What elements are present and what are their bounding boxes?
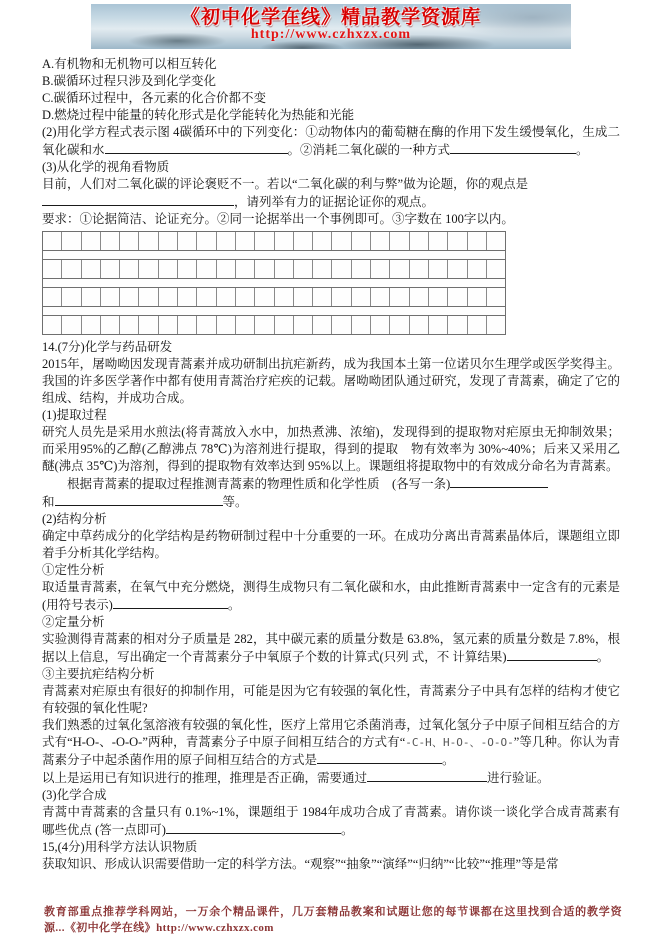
grid-cell[interactable] xyxy=(159,288,178,306)
qual-tail: 。 xyxy=(227,598,241,612)
anti-mid: ”等几种。你认为青蒿素分子中起杀菌作用的原子间相互结合的方式是 xyxy=(42,735,620,767)
grid-cell[interactable] xyxy=(468,316,487,334)
grid-cell[interactable] xyxy=(352,316,371,334)
answer-blank-property-1[interactable] xyxy=(450,475,548,488)
grid-row xyxy=(43,260,505,278)
grid-cell[interactable] xyxy=(82,260,101,278)
answer-blank-co2-consume[interactable] xyxy=(450,141,576,154)
grid-cell[interactable] xyxy=(217,316,236,334)
grid-cell[interactable] xyxy=(332,260,351,278)
grid-cell[interactable] xyxy=(101,260,120,278)
answer-blank-property-2[interactable] xyxy=(55,493,223,506)
grid-cell[interactable] xyxy=(139,260,158,278)
answer-blank-viewpoint[interactable] xyxy=(42,193,234,206)
question-15-heading: 15,(4分)用科学方法认识物质 xyxy=(42,840,198,854)
grid-cell[interactable] xyxy=(178,232,197,250)
grid-cell[interactable] xyxy=(313,260,332,278)
grid-cell[interactable] xyxy=(275,232,294,250)
option-c: C.碳循环过程中，各元素的化合价都不变 xyxy=(42,91,266,105)
grid-cell[interactable] xyxy=(294,316,313,334)
anti-pre: 我们熟悉的过氧化氢溶液有较强的氧化性，医疗上常用它杀菌消毒，过氧化氢分子中原子间相互结合的方式有“H-O-、-O-O-”两种，青蒿素分子中原子间相互结合的方式有“ xyxy=(42,718,620,749)
grid-cell[interactable] xyxy=(217,232,236,250)
grid-cell[interactable] xyxy=(82,288,101,306)
q14-synthesis-heading: (3)化学合成 xyxy=(42,788,107,802)
grid-cell[interactable] xyxy=(82,316,101,334)
grid-cell[interactable] xyxy=(390,316,409,334)
grid-cell[interactable] xyxy=(332,316,351,334)
grid-cell[interactable] xyxy=(313,316,332,334)
grid-cell[interactable] xyxy=(294,288,313,306)
grid-gap-row xyxy=(43,250,505,260)
grid-cell[interactable] xyxy=(352,232,371,250)
grid-gap-row xyxy=(43,278,505,288)
q14-quantitative-heading: ②定量分析 xyxy=(42,615,105,629)
grid-cell[interactable] xyxy=(62,316,81,334)
answer-blank-bond-type[interactable] xyxy=(317,751,442,764)
question-14-heading: 14.(7分)化学与药品研发 xyxy=(42,340,173,354)
grid-cell[interactable] xyxy=(390,232,409,250)
grid-cell[interactable] xyxy=(255,232,274,250)
q14-anti-heading: ③主要抗疟结构分析 xyxy=(42,667,155,681)
grid-cell[interactable] xyxy=(62,288,81,306)
grid-cell[interactable] xyxy=(390,260,409,278)
grid-cell[interactable] xyxy=(352,288,371,306)
site-banner xyxy=(91,4,571,49)
answer-blank-equation[interactable] xyxy=(105,141,288,154)
grid-cell[interactable] xyxy=(197,316,216,334)
grid-cell[interactable] xyxy=(43,316,62,334)
grid-cell[interactable] xyxy=(448,316,467,334)
grid-cell[interactable] xyxy=(62,232,81,250)
grid-cell[interactable] xyxy=(390,288,409,306)
grid-cell[interactable] xyxy=(275,316,294,334)
banner-url-link[interactable]: http://www.czhxzx.com xyxy=(250,27,412,42)
grid-cell[interactable] xyxy=(487,288,505,306)
answer-blank-elements[interactable] xyxy=(113,596,228,609)
synth-pre: 青蒿中青蒿素的含量只有 0.1%~1%，课题组于 1984年成功合成了青蒿素。请你谈一谈化学合成青蒿素有哪些优点 (答一点即可) xyxy=(42,805,620,837)
q14-synthesis-para xyxy=(42,804,620,839)
grid-cell[interactable] xyxy=(410,316,429,334)
grid-cell[interactable] xyxy=(294,232,313,250)
grid-cell[interactable] xyxy=(371,260,390,278)
answer-blank-synthesis-advantage[interactable] xyxy=(166,821,341,834)
grid-row xyxy=(43,288,505,306)
grid-cell[interactable] xyxy=(371,316,390,334)
grid-cell[interactable] xyxy=(429,232,448,250)
grid-cell[interactable] xyxy=(236,232,255,250)
grid-cell[interactable] xyxy=(236,316,255,334)
q13-2-text-pre: (2)用化学方程式表示图 4碳循环中的下列变化：①动物体内的葡萄糖在酶的作用下发生缓慢氧化，生成二氧化碳和水 xyxy=(42,125,620,157)
grid-cell[interactable] xyxy=(410,232,429,250)
grid-cell[interactable] xyxy=(371,232,390,250)
grid-cell[interactable] xyxy=(178,316,197,334)
q14-extract-heading: (1)提取过程 xyxy=(42,408,107,422)
grid-cell[interactable] xyxy=(255,260,274,278)
grid-cell[interactable] xyxy=(62,260,81,278)
q14-structure-para: 确定中草药成分的化学结构是药物研制过程中十分重要的一环。在成功分离出青蒿素晶体后，课题组立即着手分析其化学结构。 xyxy=(42,529,620,560)
grid-cell[interactable] xyxy=(294,260,313,278)
verify-pre: 以上是运用已有知识进行的推理，推理是否正确，需要通过 xyxy=(42,771,368,785)
infer-tail: 等。 xyxy=(222,495,248,509)
grid-cell[interactable] xyxy=(159,260,178,278)
qual-pre: 取适量青蒿素，在氧气中充分燃烧，测得生成物只有二氧化碳和水，由此推断青蒿素中一定含有的元素是(用符号表示) xyxy=(42,580,620,612)
document-page xyxy=(0,4,662,939)
q14-verify-para xyxy=(42,769,620,787)
question-13-3-intro: 目前，人们对二氧化碳的评论褒贬不一。若以“二氧化碳的利与弊”做为论题，你的观点是 xyxy=(42,177,529,191)
grid-cell[interactable] xyxy=(101,288,120,306)
grid-cell[interactable] xyxy=(120,260,139,278)
quant-tail: 。 xyxy=(596,650,610,664)
option-b: B.碳循环过程只涉及到化学变化 xyxy=(42,74,216,88)
grid-cell[interactable] xyxy=(410,260,429,278)
verify-tail: 进行验证。 xyxy=(487,771,550,785)
question-15-para: 获取知识、形成认识需要借助一定的科学方法。“观察”“抽象”“演绎”“归纳”“比较”“推理”等是常 xyxy=(42,857,559,871)
grid-row xyxy=(43,232,505,250)
grid-cell[interactable] xyxy=(101,232,120,250)
grid-cell[interactable] xyxy=(217,288,236,306)
option-d: D.燃烧过程中能量的转化形式是化学能转化为热能和光能 xyxy=(42,108,355,122)
q13-3-tail: ，请列举有力的证据论证你的观点。 xyxy=(234,195,435,209)
synth-tail: 。 xyxy=(340,823,354,837)
grid-cell[interactable] xyxy=(371,288,390,306)
answer-blank-verify-method[interactable] xyxy=(367,769,487,782)
q14-extract-infer-line1 xyxy=(42,475,620,493)
grid-cell[interactable] xyxy=(43,260,62,278)
grid-cell[interactable] xyxy=(429,288,448,306)
grid-cell[interactable] xyxy=(197,232,216,250)
grid-cell[interactable] xyxy=(120,232,139,250)
question-13-3-viewpoint-line xyxy=(42,193,620,211)
grid-cell[interactable] xyxy=(468,260,487,278)
footer xyxy=(44,905,622,936)
grid-cell[interactable] xyxy=(197,260,216,278)
grid-cell[interactable] xyxy=(468,288,487,306)
grid-cell[interactable] xyxy=(313,232,332,250)
question-13-2 xyxy=(42,124,620,159)
option-a: A.有机物和无机物可以相互转化 xyxy=(42,57,217,71)
q13-2-text-end: 。 xyxy=(576,143,589,157)
grid-cell[interactable] xyxy=(217,260,236,278)
grid-cell[interactable] xyxy=(275,288,294,306)
grid-cell[interactable] xyxy=(487,260,505,278)
document-content xyxy=(0,54,662,873)
q14-qualitative-para xyxy=(42,579,620,614)
infer-join: 和 xyxy=(42,495,55,509)
grid-cell[interactable] xyxy=(120,288,139,306)
grid-cell[interactable] xyxy=(82,232,101,250)
q13-2-text-mid: 。②消耗二氧化碳的一种方式 xyxy=(287,143,451,157)
footer-text: 教育部重点推荐学科网站，一万余个精品课件，几万套精品教案和试题让您的每节课都在这里找到合适的教学资源...《初中化学在线》 xyxy=(44,906,622,934)
grid-cell[interactable] xyxy=(487,232,505,250)
grid-cell[interactable] xyxy=(139,232,158,250)
grid-cell[interactable] xyxy=(487,316,505,334)
grid-cell[interactable] xyxy=(255,288,274,306)
grid-cell[interactable] xyxy=(448,260,467,278)
answer-grid xyxy=(42,231,506,335)
grid-cell[interactable] xyxy=(159,232,178,250)
grid-cell[interactable] xyxy=(332,288,351,306)
grid-cell[interactable] xyxy=(43,288,62,306)
grid-cell[interactable] xyxy=(448,232,467,250)
grid-cell[interactable] xyxy=(332,232,351,250)
grid-cell[interactable] xyxy=(429,316,448,334)
grid-cell[interactable] xyxy=(43,232,62,250)
grid-cell[interactable] xyxy=(159,316,178,334)
grid-cell[interactable] xyxy=(101,316,120,334)
grid-cell[interactable] xyxy=(120,316,139,334)
grid-cell[interactable] xyxy=(178,260,197,278)
question-13-3-requirements: 要求：①论据简洁、论证充分。②同一论据举出一个事例即可。③字数在 100字以内。 xyxy=(42,212,514,226)
grid-cell[interactable] xyxy=(468,232,487,250)
grid-cell[interactable] xyxy=(410,288,429,306)
grid-cell[interactable] xyxy=(139,316,158,334)
question-13-3-heading: (3)从化学的视角看物质 xyxy=(42,160,170,174)
grid-cell[interactable] xyxy=(313,288,332,306)
grid-cell[interactable] xyxy=(139,288,158,306)
grid-cell[interactable] xyxy=(448,288,467,306)
grid-cell[interactable] xyxy=(255,316,274,334)
anti-tail: 。 xyxy=(442,753,455,767)
quant-pre: 实验测得青蒿素的相对分子质量是 282，其中碳元素的质量分数是 63.8%，氢元素的质量分数是 7.8%，根据以上信息，写出确定一个青蒿素分子中氧原子个数的计算式(只列 式，不 计算结果) xyxy=(42,632,620,664)
infer-pre: 根据青蒿素的提取过程推测青蒿素的物理性质和化学性质 (各写一条) xyxy=(67,477,451,491)
q14-anti-para1: 青蒿素对疟原虫有很好的抑制作用，可能是因为它有较强的氧化性，青蒿素分子中具有怎样的结构才使它有较强的氧化性呢? xyxy=(42,684,620,715)
grid-cell[interactable] xyxy=(429,260,448,278)
question-14-intro: 2015年，屠呦呦因发现青蒿素并成功研制出抗疟新药，成为我国本土第一位诺贝尔生理学或医学奖得主。我国的许多医学著作中都有使用青蒿治疗疟疾的记载。屠呦呦团队通过研究，发现了青蒿素，确定了它的组成、结构，并成功合成。 xyxy=(42,357,620,405)
grid-cell[interactable] xyxy=(236,260,255,278)
bond-structure-formula: -C-H、H-O-、-O-O- xyxy=(405,736,514,749)
footer-url-link[interactable]: http://www.czhxzx.com xyxy=(156,921,274,934)
q14-quantitative-para xyxy=(42,631,620,666)
grid-cell[interactable] xyxy=(178,288,197,306)
answer-blank-calculation[interactable] xyxy=(507,648,597,661)
grid-cell[interactable] xyxy=(236,288,255,306)
q14-extract-infer-line2 xyxy=(42,493,620,511)
q14-extract-para: 研究人员先是采用水煎法(将青蒿放入水中，加热煮沸、浓缩)，发现得到的提取物对疟原虫无抑制效果；而采用95%的乙醇(乙醇沸点 78℃)为溶剂进行提取，得到的提取 物有效率为 30%~40%；后来又采用乙醚(沸点 35℃)为溶剂，得到的提取物有效率达到 95%以上。课题组将提取物中的有效成分命名为青蒿素。 xyxy=(42,425,620,473)
q14-anti-para2 xyxy=(42,717,620,769)
q14-structure-heading: (2)结构分析 xyxy=(42,512,107,526)
grid-cell[interactable] xyxy=(197,288,216,306)
q14-qualitative-heading: ①定性分析 xyxy=(42,563,105,577)
grid-cell[interactable] xyxy=(352,260,371,278)
grid-gap-row xyxy=(43,306,505,316)
banner-title: 《初中化学在线》精品教学资源库 xyxy=(180,7,481,28)
grid-cell[interactable] xyxy=(275,260,294,278)
grid-row xyxy=(43,316,505,334)
